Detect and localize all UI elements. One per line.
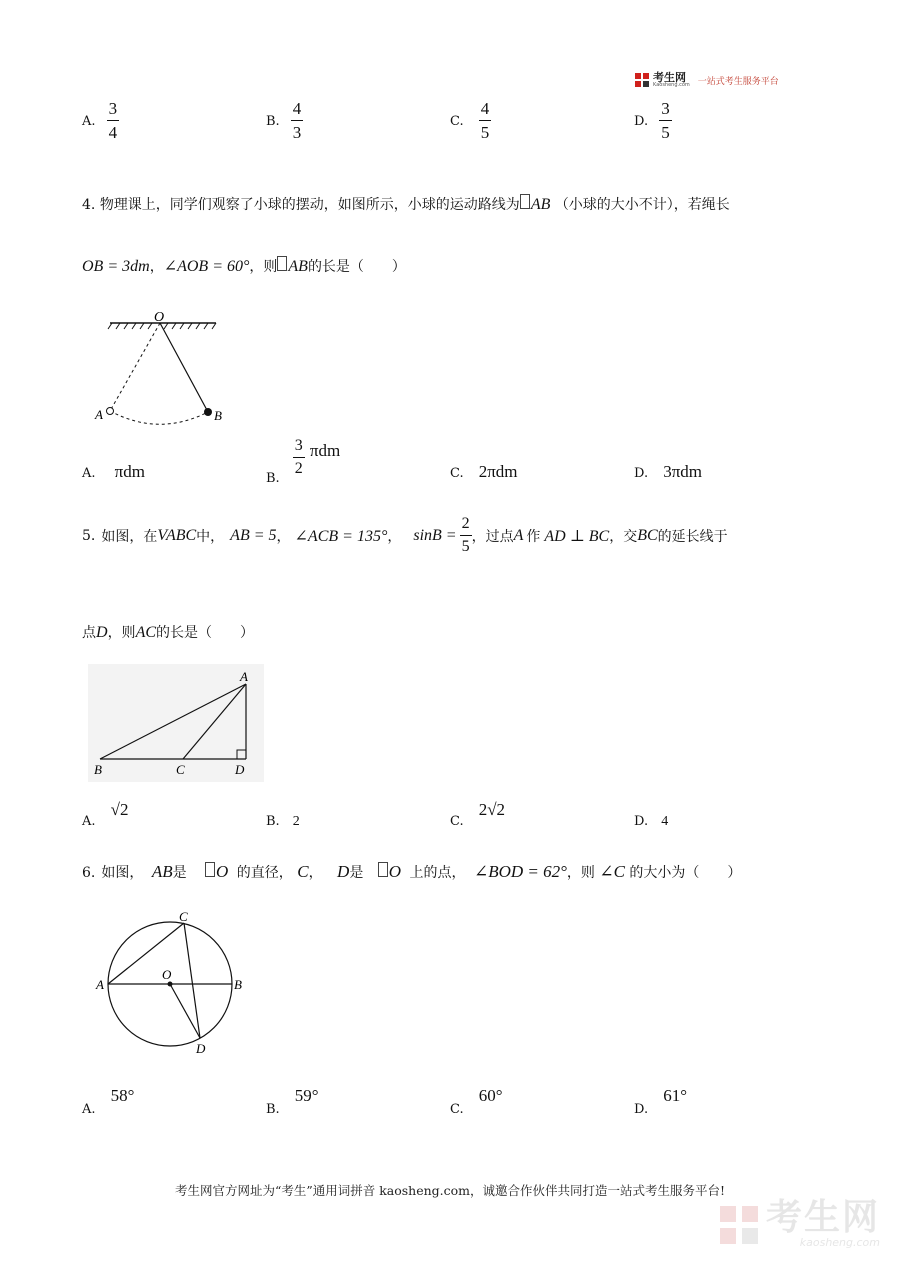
label-a: A xyxy=(240,669,248,684)
watermark xyxy=(718,1197,881,1249)
q5-option-d: D. 4 xyxy=(634,814,669,829)
label-b: B xyxy=(214,408,222,423)
q4-option-d: D. 3πdm xyxy=(634,462,702,481)
triangle-figure xyxy=(88,664,264,782)
q3-option-a: A. $\frac{3}{4}$ xyxy=(82,99,118,142)
logo-brand: 考生网 xyxy=(653,71,686,84)
label-o: O xyxy=(162,967,172,982)
kaosheng-logo-icon xyxy=(635,73,649,87)
q6-option-a: $_{A.}$ 58° xyxy=(82,1086,135,1117)
q4-option-c: C. 2πdm xyxy=(450,462,518,481)
circle-symbol-icon xyxy=(205,862,215,877)
label-b: B xyxy=(234,977,242,992)
q3-option-d: D. $\frac{3}{5}$ xyxy=(634,99,670,142)
q6-option-c: $_{C.}$ 60° xyxy=(450,1086,503,1117)
watermark-brand: 考生网 xyxy=(766,1197,881,1238)
q6-option-d: $_{D.}$ 61° xyxy=(634,1086,687,1117)
logo-sub: Kaosheng.com xyxy=(653,82,690,88)
logo-slogan: 一站式考生服务平台 xyxy=(697,76,779,87)
site-logo xyxy=(635,72,779,88)
q5-option-c: $_{C.}$ 2√2 xyxy=(450,800,506,829)
label-c: C xyxy=(176,762,185,777)
circle-symbol-icon xyxy=(378,862,388,877)
label-o: O xyxy=(154,310,165,325)
label-c: C xyxy=(179,909,188,924)
label-d: D xyxy=(196,1041,206,1056)
label-b: B xyxy=(94,762,102,777)
q5-stem-line2: 点D，则AC的长是（ ） xyxy=(82,624,255,641)
ball-b-icon xyxy=(204,408,212,416)
ball-a-icon xyxy=(107,408,114,415)
q6-stem: 6. 如图， AB是 O 的直径， C， D是 O 上的点， ∠BOD = 62°，则 ∠C 的大小为（ ） xyxy=(82,862,742,881)
footer-text: 考生网官方网址为“考生”通用词拼音 kaosheng.com，诚邀合作伙伴共同打造一站式考生服务平台! xyxy=(174,1183,726,1198)
arc-symbol-icon xyxy=(520,194,530,209)
q3-option-b: B. $\frac{4}{3}$ xyxy=(266,99,302,142)
q4-option-b: $_{B.}$ $\frac{3}{2}$ πdm xyxy=(266,437,341,486)
q5-stem-line1: 5. 如图，在 VABC 中， AB = 5 ， ∠ACB = 135° ， sinB = $\frac{2}{5}$ ，过点 A 作 AD ⊥ BC ，交 BC 的延长线于 xyxy=(82,515,728,555)
label-a: A xyxy=(96,977,104,992)
watermark-sub: kaosheng.com xyxy=(799,1236,881,1249)
q4-stem-line1: 4. 物理课上，同学们观察了小球的摆动，如图所示，小球的运动路线为 AB （小球的大小不计），若绳长 xyxy=(82,196,730,213)
q5-option-a: $_{A.}$ √2 xyxy=(82,800,129,829)
q3-option-c: C. $\frac{4}{5}$ xyxy=(450,99,490,142)
label-a: A xyxy=(95,407,103,422)
pendulum-figure xyxy=(90,305,240,435)
q5-option-b: B. 2 xyxy=(266,814,300,829)
center-point-icon xyxy=(168,982,173,987)
q6-option-b: $_{B.}$ 59° xyxy=(266,1086,319,1117)
circle-figure xyxy=(90,906,260,1058)
q4-option-a: A. πdm xyxy=(82,462,145,481)
arc-symbol-icon xyxy=(277,256,287,271)
q4-stem-line2: OB = 3dm，∠AOB = 60°，则 AB的长是（ ） xyxy=(82,258,406,275)
label-d: D xyxy=(235,762,245,777)
watermark-logo-icon xyxy=(718,1204,760,1246)
